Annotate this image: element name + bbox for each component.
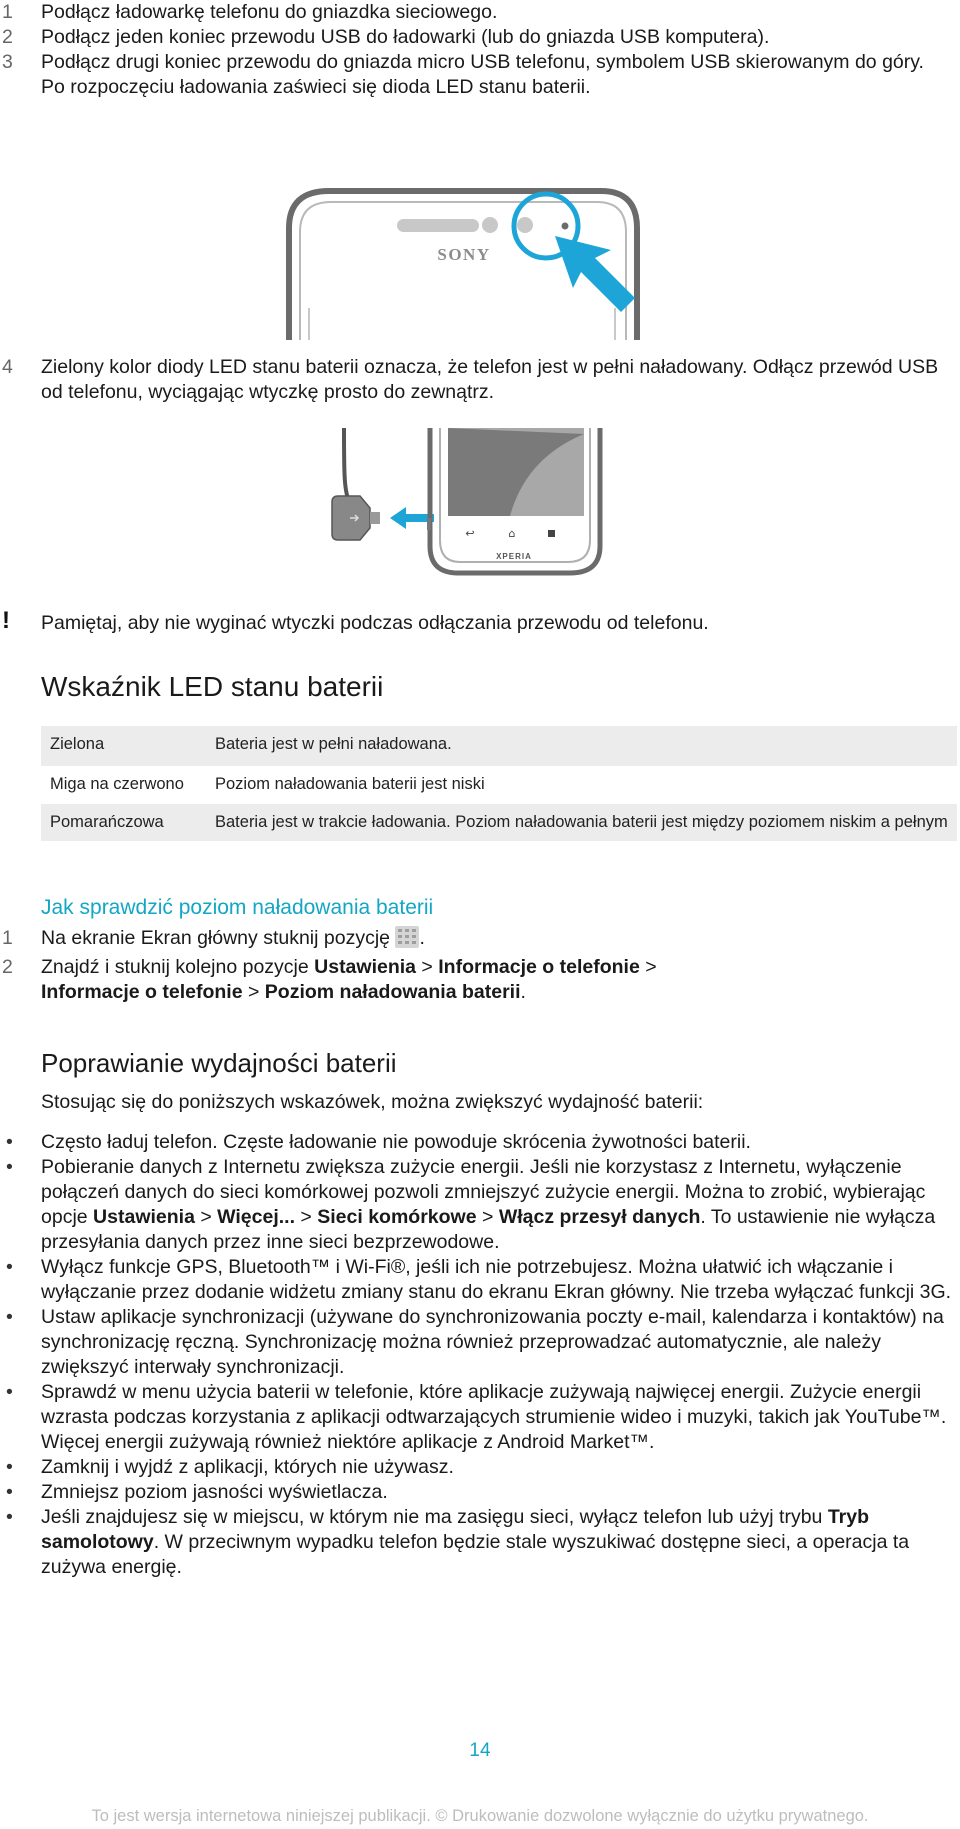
menu-path-item: Tryb samolotowy bbox=[41, 1506, 869, 1553]
table-cell: Zielona bbox=[41, 726, 206, 766]
exclamation-icon: ! bbox=[2, 607, 10, 634]
list-item-text: Jeśli znajdujesz się w miejscu, w którym nie ma zasięgu sieci, wyłącz telefon lub użyj trybu bbox=[41, 1506, 828, 1528]
step-text: Podłącz drugi koniec przewodu do gniazda micro USB telefonu, symbolem USB skierowanym do góry. Po rozpoczęciu ładowania zaświeci się dioda LED stanu baterii. bbox=[41, 51, 924, 98]
warning-text: Pamiętaj, aby nie wyginać wtyczki podczas odłączania przewodu od telefonu. bbox=[41, 612, 709, 634]
step-text: Znajdź i stuknij kolejno pozycje bbox=[41, 956, 315, 978]
list-item bbox=[0, 1505, 960, 1580]
step-item bbox=[0, 25, 960, 50]
menu-path-item: Sieci komórkowe bbox=[317, 1206, 477, 1228]
step-item bbox=[0, 50, 960, 100]
list-item bbox=[0, 1255, 960, 1305]
menu-path-item: Więcej... bbox=[217, 1206, 296, 1228]
page-number: 14 bbox=[469, 1740, 491, 1761]
bullet: • bbox=[6, 1156, 13, 1178]
table-row bbox=[41, 726, 957, 766]
step-number: 1 bbox=[2, 1, 13, 23]
brand-logo-sony: SONY bbox=[437, 245, 491, 264]
menu-path-item: Informacje o telefonie bbox=[438, 956, 640, 978]
list-item-text: Sprawdź w menu użycia baterii w telefonie, które aplikacje zużywają najwięcej energii. Zużycie energii wzrasta podczas korzystania z aplikacji odtwarzających strumienie wideo i muzyki, takich jak YouTube™. Więcej energii zużywają również niektóre aplikacje z Android Market™. bbox=[41, 1381, 947, 1453]
warning-text-wrap bbox=[0, 611, 960, 636]
led-section bbox=[0, 670, 960, 704]
step-item bbox=[0, 955, 960, 1005]
improve-battery-section bbox=[0, 1046, 960, 1580]
step-text: Podłącz jeden koniec przewodu USB do ładowarki (lub do gniazda USB komputera). bbox=[41, 26, 770, 48]
menu-path-item: Informacje o telefonie bbox=[41, 981, 243, 1003]
path-separator: > bbox=[416, 956, 439, 978]
subsection-heading: Jak sprawdzić poziom naładowania baterii bbox=[41, 896, 434, 919]
table-cell: Bateria jest w pełni naładowana. bbox=[206, 726, 957, 766]
intro-text-wrap bbox=[0, 1090, 960, 1115]
path-separator: > bbox=[194, 1206, 218, 1228]
path-separator: > bbox=[639, 956, 657, 978]
step-number: 1 bbox=[2, 927, 13, 949]
step-text: Zielony kolor diody LED stanu baterii oznacza, że telefon jest w pełni naładowany. Odłącz przewód USB od telefonu, wyciągając wtyczkę prosto do zewnątrz. bbox=[41, 356, 939, 403]
list-item-text: Wyłącz funkcje GPS, Bluetooth™ i Wi-Fi®, jeśli ich nie potrzebujesz. Można ułatwić ich włączanie i wyłączanie przez dodanie widżetu zmiany stanu do ekranu Ekran główny. Nie trzeba wyłączać funkcji 3G. bbox=[41, 1256, 952, 1303]
warning-note bbox=[0, 611, 960, 636]
step-item bbox=[0, 926, 960, 951]
path-separator: > bbox=[476, 1206, 499, 1228]
bullet: • bbox=[6, 1256, 13, 1278]
list-item bbox=[0, 1380, 960, 1455]
menu-path-item: Ustawienia bbox=[93, 1206, 195, 1228]
menu-path-item: Włącz przesył danych bbox=[498, 1206, 701, 1228]
step-text: Na ekranie Ekran główny stuknij pozycję bbox=[41, 927, 391, 949]
step-item bbox=[0, 355, 960, 405]
usb-unplug-illustration bbox=[330, 428, 620, 578]
list-item bbox=[0, 1130, 960, 1155]
table-cell: Bateria jest w trakcie ładowania. Poziom naładowania baterii jest między poziomem niskim a pełnym bbox=[206, 804, 957, 841]
step-number: 2 bbox=[2, 26, 13, 48]
led-table-wrap bbox=[0, 726, 960, 841]
step-text-end: . bbox=[520, 981, 526, 1003]
table-row bbox=[41, 766, 957, 804]
list-item-text: Zmniejsz poziom jasności wyświetlacza. bbox=[41, 1481, 388, 1503]
svg-text:↩: ↩ bbox=[465, 527, 475, 540]
table-cell: Poziom naładowania baterii jest niski bbox=[215, 775, 485, 793]
section-heading: Poprawianie wydajności baterii bbox=[41, 1048, 397, 1078]
phone-led-illustration bbox=[285, 188, 645, 340]
list-item bbox=[0, 1480, 960, 1505]
application-grid-icon bbox=[395, 926, 419, 948]
bullet: • bbox=[6, 1506, 13, 1528]
list-item-text: Często ładuj telefon. Częste ładowanie nie powoduje skrócenia żywotności baterii. bbox=[41, 1131, 751, 1153]
brand-logo-xperia: XPERIA bbox=[496, 552, 532, 561]
list-item-text: Zamknij i wyjdź z aplikacji, których nie używasz. bbox=[41, 1456, 454, 1478]
bullet: • bbox=[6, 1131, 13, 1153]
step-4 bbox=[0, 355, 960, 405]
step-text: Podłącz ładowarkę telefonu do gniazdka sieciowego. bbox=[41, 1, 498, 23]
menu-path-item: Ustawienia bbox=[314, 956, 417, 978]
list-item-text: . To ustawienie nie wyłącza przesyłania danych przez inne sieci bezprzewodowe. bbox=[41, 1206, 936, 1253]
list-item bbox=[0, 1455, 960, 1480]
list-item-text: . W przeciwnym wypadku telefon będzie stale wyszukiwać dostępne sieci, a operacja ta zużywa energię. bbox=[41, 1531, 910, 1578]
intro-text: Stosując się do poniższych wskazówek, można zwiększyć wydajność baterii: bbox=[41, 1091, 704, 1113]
list-item bbox=[0, 1155, 960, 1255]
path-separator: > bbox=[295, 1206, 318, 1228]
bullet: • bbox=[6, 1456, 13, 1478]
step-number: 3 bbox=[2, 51, 13, 73]
list-item-text: Pobieranie danych z Internetu zwiększa zużycie energii. Jeśli nie korzystasz z Internetu, wyłączenie połączeń danych do sieci komórkowej pozwoli zmniejszyć zużycie energii. Można to zrobić, wybierając opcje bbox=[41, 1156, 926, 1228]
list-item bbox=[0, 1305, 960, 1380]
table-cell: Pomarańczowa bbox=[41, 804, 206, 841]
section-heading: Wskaźnik LED stanu baterii bbox=[41, 671, 384, 702]
menu-path-item: Poziom naładowania baterii bbox=[264, 981, 521, 1003]
step-item bbox=[0, 0, 960, 25]
charging-steps bbox=[0, 0, 960, 100]
tips-list bbox=[0, 1130, 960, 1580]
check-title-wrap bbox=[0, 894, 960, 921]
step-text-end: . bbox=[419, 927, 425, 949]
led-title-wrap bbox=[0, 670, 960, 704]
bullet: • bbox=[6, 1381, 13, 1403]
footer-note: To jest wersja internetowa niniejszej publikacji. © Drukowanie dozwolone wyłącznie do użytku prywatnego. bbox=[91, 1807, 869, 1825]
step-number: 2 bbox=[2, 956, 13, 978]
led-table bbox=[41, 726, 957, 841]
bullet: • bbox=[6, 1306, 13, 1328]
table-cell: Miga na czerwono bbox=[50, 775, 184, 793]
path-separator: > bbox=[242, 981, 265, 1003]
list-item-text: Ustaw aplikacje synchronizacji (używane do synchronizowania poczty e-mail, kalendarza i kontaktów) na synchronizację ręczną. Synchronizację można również przeprowadzać automatycznie, ale należy zwiększyć interwały synchronizacji. bbox=[41, 1306, 944, 1378]
improve-title-wrap bbox=[0, 1046, 960, 1080]
step-number: 4 bbox=[2, 356, 13, 378]
check-battery-section bbox=[0, 894, 960, 1005]
bullet: • bbox=[6, 1481, 13, 1503]
table-row bbox=[41, 804, 957, 841]
svg-text:⌂: ⌂ bbox=[508, 527, 516, 540]
